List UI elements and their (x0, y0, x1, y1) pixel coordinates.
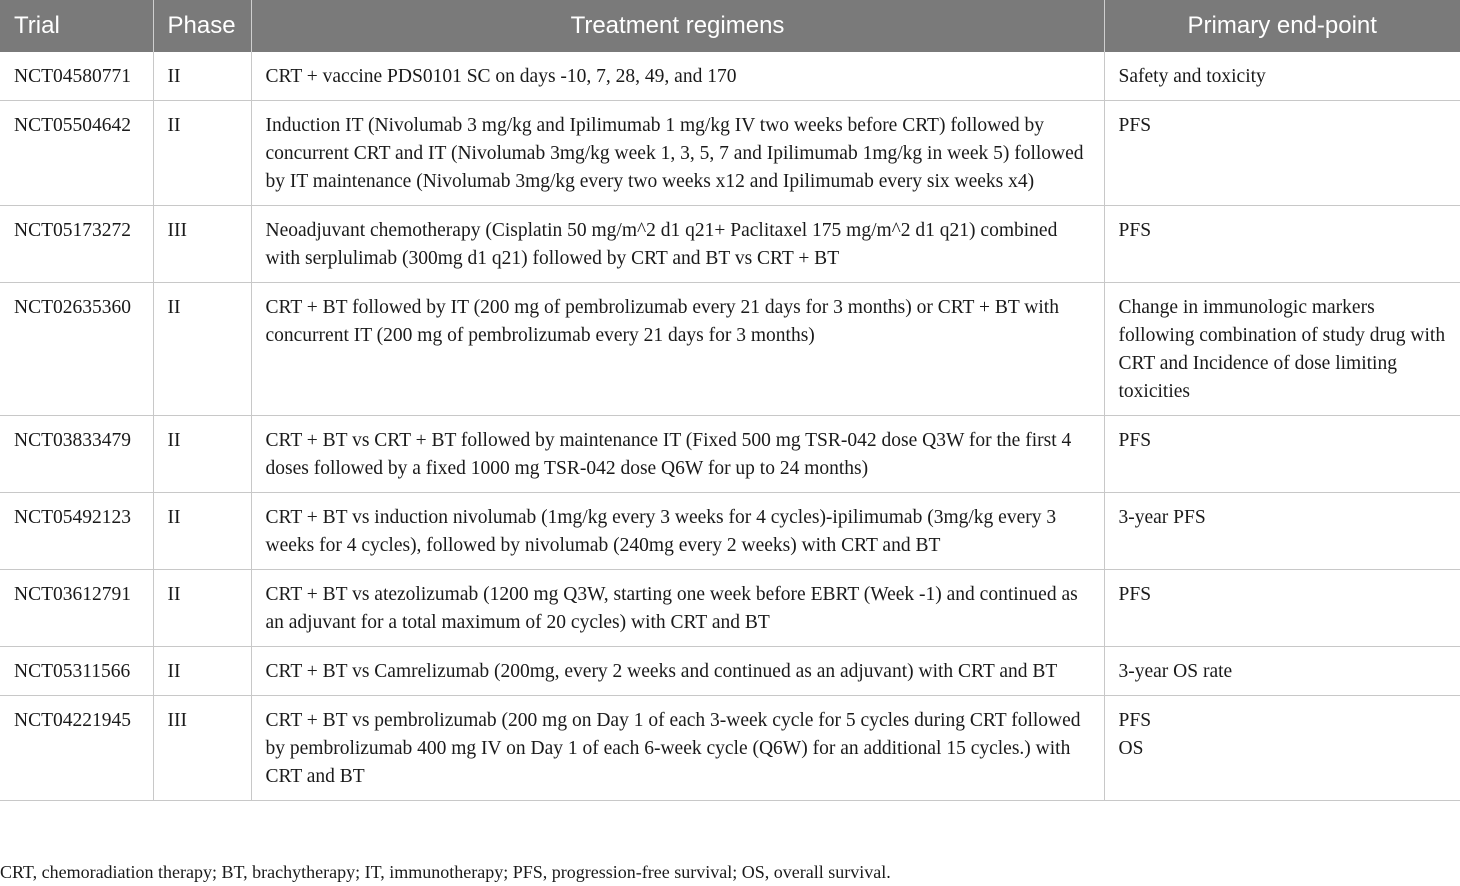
endpoint-value: OS (1118, 738, 1144, 759)
trial-id-cell: NCT05173272 (0, 206, 153, 283)
trial-id-cell: NCT05492123 (0, 493, 153, 570)
phase-cell: II (153, 52, 251, 101)
endpoint-value: 3-year PFS (1118, 507, 1206, 528)
table-row (0, 206, 1460, 283)
treatment-regimen-cell: CRT + BT vs Camrelizumab (200mg, every 2 weeks and continued as an adjuvant) with CRT and BT (251, 647, 1104, 696)
endpoint-value: PFS (1118, 430, 1152, 451)
treatment-regimen-cell: CRT + BT vs induction nivolumab (1mg/kg every 3 weeks for 4 cycles)-ipilimumab (3mg/kg every 3 weeks for 4 cycles), followed by nivolumab (240mg every 2 weeks) with CRT and BT (251, 493, 1104, 570)
header-treatment-regimens: Treatment regimens (251, 0, 1104, 52)
table-body (0, 52, 1460, 801)
primary-endpoint-cell (1104, 416, 1460, 493)
table-row (0, 493, 1460, 570)
table-row (0, 283, 1460, 416)
primary-endpoint-cell (1104, 52, 1460, 101)
endpoint-value: PFS (1118, 220, 1152, 241)
primary-endpoint-cell (1104, 696, 1460, 801)
trial-id-cell: NCT04221945 (0, 696, 153, 801)
table-row (0, 416, 1460, 493)
primary-endpoint-cell (1104, 101, 1460, 206)
endpoint-value: PFS (1118, 584, 1152, 605)
table-row (0, 570, 1460, 647)
phase-cell: II (153, 416, 251, 493)
primary-endpoint-cell (1104, 493, 1460, 570)
endpoint-value: Change in immunologic markers following combination of study drug with CRT and Incidence of dose limiting toxicities (1118, 297, 1446, 402)
header-phase: Phase (153, 0, 251, 52)
trial-id-cell: NCT03612791 (0, 570, 153, 647)
table-header (0, 0, 1460, 52)
treatment-regimen-cell: CRT + BT vs CRT + BT followed by maintenance IT (Fixed 500 mg TSR-042 dose Q3W for the first 4 doses followed by a fixed 1000 mg TSR-042 dose Q6W for up to 24 months) (251, 416, 1104, 493)
primary-endpoint-cell (1104, 647, 1460, 696)
trial-id-cell: NCT05504642 (0, 101, 153, 206)
phase-cell: II (153, 493, 251, 570)
phase-cell: II (153, 570, 251, 647)
treatment-regimen-cell: Induction IT (Nivolumab 3 mg/kg and Ipilimumab 1 mg/kg IV two weeks before CRT) followed by concurrent CRT and IT (Nivolumab 3mg/kg week 1, 3, 5, 7 and Ipilimumab 1mg/kg in week 5) followed by IT maintenance (Nivolumab 3mg/kg every two weeks x12 and Ipilimumab every six weeks x4) (251, 101, 1104, 206)
trial-id-cell: NCT03833479 (0, 416, 153, 493)
endpoint-value: PFS (1118, 710, 1152, 731)
trial-id-cell: NCT05311566 (0, 647, 153, 696)
primary-endpoint-cell (1104, 283, 1460, 416)
table-row (0, 696, 1460, 801)
treatment-regimen-cell: CRT + BT followed by IT (200 mg of pembrolizumab every 21 days for 3 months) or CRT + BT with concurrent IT (200 mg of pembrolizumab every 21 days for 3 months) (251, 283, 1104, 416)
table-row (0, 647, 1460, 696)
phase-cell: III (153, 206, 251, 283)
phase-cell: II (153, 101, 251, 206)
header-primary-endpoint: Primary end-point (1104, 0, 1460, 52)
treatment-regimen-cell: Neoadjuvant chemotherapy (Cisplatin 50 mg/m^2 d1 q21+ Paclitaxel 175 mg/m^2 d1 q21) combined with serplulimab (300mg d1 q21) followed by CRT and BT vs CRT + BT (251, 206, 1104, 283)
trial-id-cell: NCT04580771 (0, 52, 153, 101)
trial-id-cell: NCT02635360 (0, 283, 153, 416)
phase-cell: II (153, 283, 251, 416)
table-row (0, 101, 1460, 206)
table-row (0, 52, 1460, 101)
treatment-regimen-cell: CRT + BT vs pembrolizumab (200 mg on Day 1 of each 3-week cycle for 5 cycles during CRT followed by pembrolizumab 400 mg IV on Day 1 of each 6-week cycle (Q6W) for an additional 15 cycles.) with CRT and BT (251, 696, 1104, 801)
primary-endpoint-cell (1104, 570, 1460, 647)
primary-endpoint-cell (1104, 206, 1460, 283)
endpoint-value: 3-year OS rate (1118, 661, 1233, 682)
header-row (0, 0, 1460, 52)
phase-cell: III (153, 696, 251, 801)
header-trial: Trial (0, 0, 153, 52)
table-footnote: CRT, chemoradiation therapy; BT, brachytherapy; IT, immunotherapy; PFS, progression-free survival; OS, overall survival. (0, 862, 891, 882)
phase-cell: II (153, 647, 251, 696)
treatment-regimen-cell: CRT + vaccine PDS0101 SC on days -10, 7, 28, 49, and 170 (251, 52, 1104, 101)
endpoint-value: PFS (1118, 115, 1152, 136)
endpoint-value: Safety and toxicity (1118, 66, 1266, 87)
treatment-regimen-cell: CRT + BT vs atezolizumab (1200 mg Q3W, starting one week before EBRT (Week -1) and continued as an adjuvant for a total maximum of 20 cycles) with CRT and BT (251, 570, 1104, 647)
